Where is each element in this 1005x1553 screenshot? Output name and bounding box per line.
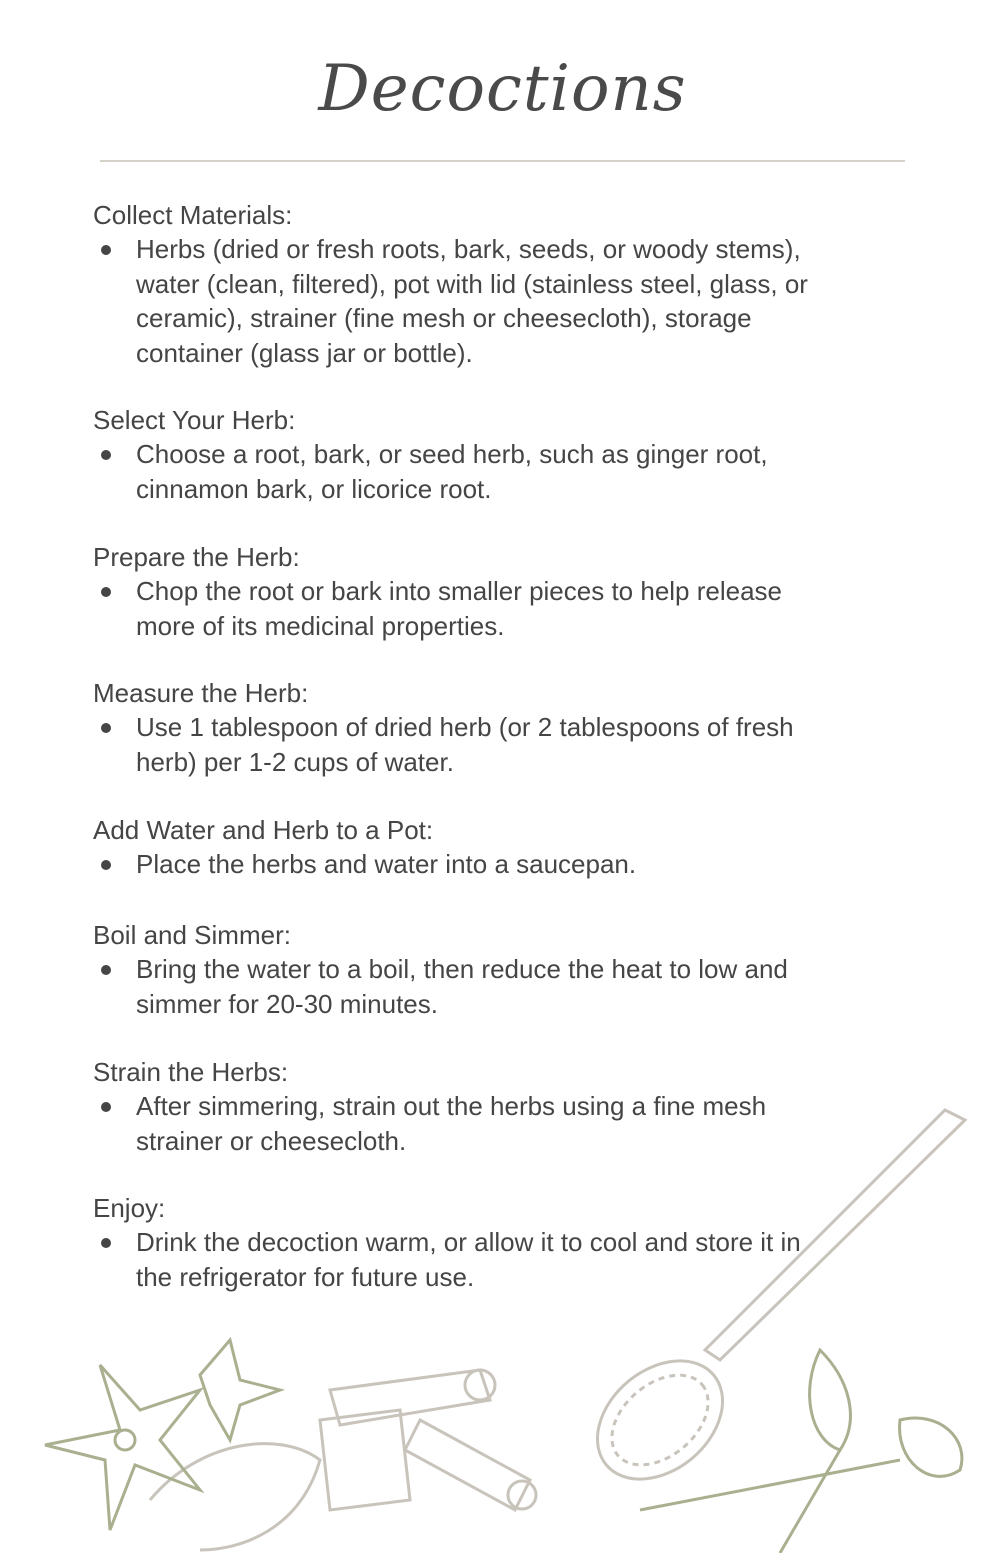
bullet-text-line: cinnamon bark, or licorice root. xyxy=(136,473,492,504)
instruction-section xyxy=(93,676,913,779)
section-heading: Strain the Herbs: xyxy=(93,1057,289,1087)
bullet-item xyxy=(93,437,913,506)
section-heading: Measure the Herb: xyxy=(93,678,309,708)
herb-illustration xyxy=(0,1090,1005,1553)
bullet-item xyxy=(93,232,913,370)
bullet-text-line: strainer or cheesecloth. xyxy=(136,1125,407,1156)
bullet-item xyxy=(93,574,913,643)
bullet-icon xyxy=(101,723,111,733)
bullet-text-line: After simmering, strain out the herbs using a fine mesh xyxy=(136,1091,767,1121)
section-heading: Prepare the Herb: xyxy=(93,542,300,572)
bullet-item xyxy=(93,847,913,882)
bullet-text-line: Place the herbs and water into a saucepan. xyxy=(136,849,637,879)
star-anise-illustration xyxy=(45,1340,280,1530)
bullet-text-line: Use 1 tablespoon of dried herb (or 2 tablespoons of fresh xyxy=(136,712,794,742)
section-heading: Collect Materials: xyxy=(93,200,293,230)
bullet-icon xyxy=(101,860,111,870)
bullet-text-line: Herbs (dried or fresh roots, bark, seeds, or woody stems), xyxy=(136,234,801,264)
instruction-section xyxy=(93,813,913,882)
bullet-text-line: simmer for 20-30 minutes. xyxy=(136,988,438,1019)
instruction-section xyxy=(93,403,913,506)
bullet-text-line: Bring the water to a boil, then reduce the heat to low and xyxy=(136,954,788,984)
bullet-text-line: water (clean, filtered), pot with lid (stainless steel, glass, or xyxy=(136,268,808,299)
bullet-icon xyxy=(101,245,111,255)
bullet-item xyxy=(93,710,913,779)
bullet-text-line: container (glass jar or bottle). xyxy=(136,337,473,368)
bullet-text-line: Choose a root, bark, or seed herb, such as ginger root, xyxy=(136,439,768,469)
bullet-icon xyxy=(101,450,111,460)
flower-bud-illustration xyxy=(640,1350,962,1553)
instruction-section xyxy=(93,918,913,1021)
section-heading: Enjoy: xyxy=(93,1193,166,1223)
page-title: Decoctions xyxy=(318,52,687,126)
bullet-icon xyxy=(101,587,111,597)
section-heading: Add Water and Herb to a Pot: xyxy=(93,815,434,845)
spoon-illustration xyxy=(574,1110,965,1503)
bullet-text-line: ceramic), strainer (fine mesh or cheesecloth), storage xyxy=(136,303,752,333)
bullet-icon xyxy=(101,965,111,975)
bullet-text-line: Drink the decoction warm, or allow it to cool and store it in xyxy=(136,1227,801,1257)
title-divider xyxy=(100,160,905,162)
section-heading: Select Your Herb: xyxy=(93,405,296,435)
bullet-text-line: herb) per 1-2 cups of water. xyxy=(136,746,454,777)
bullet-item xyxy=(93,952,913,1021)
instruction-section xyxy=(93,540,913,643)
section-heading: Boil and Simmer: xyxy=(93,920,291,950)
bullet-text-line: more of its medicinal properties. xyxy=(136,610,505,641)
instruction-section xyxy=(93,198,913,370)
bullet-text-line: the refrigerator for future use. xyxy=(136,1261,475,1292)
bullet-text-line: Chop the root or bark into smaller pieces to help release xyxy=(136,576,783,606)
